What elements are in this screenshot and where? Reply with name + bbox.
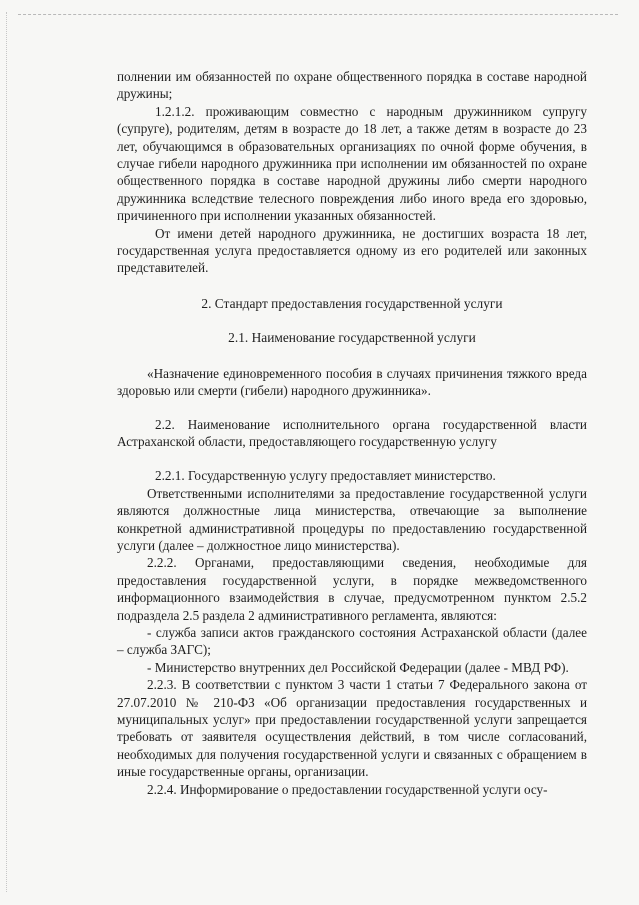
paragraph-2-2-3: 2.2.3. В соответствии с пунктом 3 части 1 статьи 7 Федерального закона от 27.07.2010 № 210-ФЗ «Об организации предоставления государственных и муниципальных услуг» при предоставлении государственной услуги запрещается требовать от заявителя осуществления действий, в том числе согласований, необходимых для получения государственной услуги и связанных с обращением в иные государственные органы, организации. xyxy=(117,677,587,780)
paragraph-children-representatives: От имени детей народного дружинника, не достигших возраста 18 лет, государственная услуга предоставляется одному из его родителей или законных представителей. xyxy=(117,225,587,276)
paragraph-continuation: полнении им обязанностей по охране общественного порядка в составе народной дружины; xyxy=(117,69,587,102)
paragraph-1-2-1-2: 1.2.1.2. проживающим совместно с народным дружинником супругу (супруге), родителям, детям в возрасте до 18 лет, а также детям в возрасте до 23 лет, обучающимся в образовательных организациях по очной форме обучения, в случае гибели народного дружинника при исполнении им обязанностей по охране общественного порядка в составе народной дружины либо смерти народного дружинника вследствие телесного повреждения либо иного вреда его здоровью, причиненного при исполнении указанных обязанностей. xyxy=(117,103,587,224)
paragraph-2-2-2: 2.2.2. Органами, предоставляющими сведения, необходимые для предоставления государственной услуги, в порядке межведомственного информационного взаимодействия в случае, предусмотренном пунктом 2.5.2 подраздела 2.5 раздела 2 административного регламента, являются: xyxy=(117,555,587,623)
service-name-paragraph: «Назначение единовременного пособия в случаях причинения тяжкого вреда здоровью или смерти (гибели) народного дружинника». xyxy=(117,365,587,399)
scan-edge-top xyxy=(18,14,618,15)
paragraph-2-2-1: 2.2.1. Государственную услугу предоставляет министерство. xyxy=(155,468,496,484)
section-heading-2: 2. Стандарт предоставления государственной услуги xyxy=(201,295,503,311)
scan-edge-left xyxy=(6,12,7,892)
paragraph-responsible-executors: Ответственными исполнителями за предоставление государственной услуги являются должностные лица министерства, отвечающие за выполнение конкретной административной процедуры по предоставлению государственной услуги (далее – должностное лицо министерства). xyxy=(117,485,587,553)
document-body xyxy=(117,68,587,798)
list-item-mvd: - Министерство внутренних дел Российской Федерации (далее - МВД РФ). xyxy=(147,659,569,675)
paragraph-2-2-4: 2.2.4. Информирование о предоставлении государственной услуги осу- xyxy=(147,781,548,797)
subsection-heading-2-2: 2.2. Наименование исполнительного органа государственной власти Астраханской области, предоставляющего государственную услугу xyxy=(117,416,587,449)
subsection-heading-2-1: 2.1. Наименование государственной услуги xyxy=(228,330,476,346)
list-item-zags: - служба записи актов гражданского состояния Астраханской области (далее – служба ЗАГС); xyxy=(117,624,587,658)
